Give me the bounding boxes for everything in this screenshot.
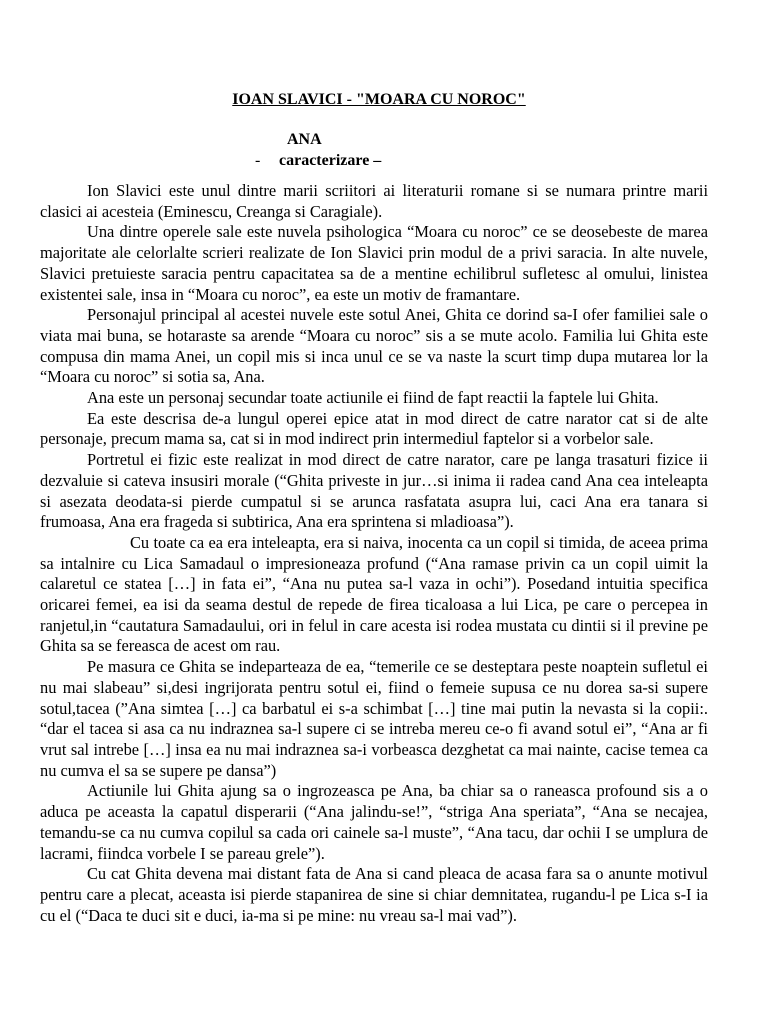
paragraph: Cu cat Ghita devena mai distant fata de Ana si cand pleaca de acasa fara sa o anunte motivul pentru care a plecat, aceasta isi pierde stapanirea de sine si chiar demnitatea, rugandu-l pe Lica s-I ia cu el (“Daca te duci sit e duci, ia-ma si pe mine: nu vreau sa-l mai vad”). (40, 864, 708, 925)
paragraph: Ion Slavici este unul dintre marii scriitori ai literaturii romane si se numara printre marii clasici ai acesteia (Eminescu, Creanga si Caragiale). (40, 181, 708, 221)
document-body (40, 181, 708, 926)
section-subheading (255, 151, 381, 171)
paragraph: Portretul ei fizic este realizat in mod direct de catre narator, care pe langa trasaturi fizice ii dezvaluie si cateva insusiri morale (“Ghita priveste in jur…si inima ii radea cand Ana cea inteleapta si asezata deodata-si pierde cumpatul si se arunca rasfatata asupra lui, caci Ana era tanara si frumoasa, Ana era frageda si subtirica, Ana era sprintena si mladioasa”). (40, 450, 708, 532)
subheading-text: caracterizare – (279, 152, 382, 169)
section-heading: ANA (287, 131, 322, 148)
subheading-dash: - (255, 152, 261, 169)
paragraph: Personajul principal al acestei nuvele este sotul Anei, Ghita ce dorind sa-I ofer familiei sale o viata mai buna, se hotaraste sa arende “Moara cu noroc” sis a se mute acolo. Familia lui Ghita este compusa din mama Anei, un copil mis si inca unul ce se va naste la scurt timp dupa mutarea lor la “Moara cu noroc” si sotia sa, Ana. (40, 305, 708, 387)
paragraph: Pe masura ce Ghita se indeparteaza de ea, “temerile ce se desteptara peste noaptein sufletul ei nu mai slabeau” si,desi ingrijorata pentru sotul ei, fiind o femeie supusa ce nu dorea sa-si supere sotul,tacea (”Ana simtea […] ca barbatul ei s-a schimbat […] tine mai putin la nevasta si la copii:. “dar el tacea si asa ca nu indraznea sa-l supere ci se intreba mereu ce-o fi avand sotul ei”, “Ana ar fi vrut sal intrebe […] insa ea nu mai indraznea sa-i vorbeasca dezghetat ca mai nainte, cacise temea ca nu cumva el sa se supere pe dansa”) (40, 657, 708, 780)
document-title: IOAN SLAVICI - "MOARA CU NOROC" (232, 91, 526, 108)
paragraph: Cu toate ca ea era inteleapta, era si naiva, inocenta ca un copil si timida, de aceea prima sa intalnire cu Lica Samadaul o impresioneaza profund (“Ana ramase privin ca un copil uimit la calaretul ce statea […] in fata ei”, “Ana nu putea sa-l vaza in ochi”). Posedand intuitia specifica oricarei femei, ea isi da seama destul de repede de firea ticaloasa a lui Lica, pe care o percepea in ranjetul,in “cautatura Samadaului, ori in felul in care acesta isi rodea mustata cu dintii si il previne pe Ghita sa se fereasca de acest om rau. (40, 532, 708, 656)
paragraph: Ana este un personaj secundar toate actiunile ei fiind de fapt reactii la faptele lui Ghita. (87, 388, 659, 408)
paragraph: Actiunile lui Ghita ajung sa o ingrozeasca pe Ana, ba chiar sa o raneasca profound sis a o aduca pe aceasta la capatul disperarii (“Ana jalindu-se!”, “striga Ana speriata”, “Ana se necajea, temandu-se ca nu cumva copilul sa cada ori cainele sa-l muste”, “Ana tacu, dar ochii I se umplura de lacrami, fiindca vorbele I se pareau grele”). (40, 781, 708, 863)
paragraph: Una dintre operele sale este nuvela psihologica “Moara cu noroc” ce se deosebeste de marea majoritate ale celorlalte scrieri realizate de Ion Slavici prin modul de a privi saracia. In alte nuvele, Slavici pretuieste saracia pentru capacitatea sa de a mentine echilibrul sufletesc al omului, linistea existentei sale, insa in “Moara cu noroc”, ea este un motiv de framantare. (40, 222, 708, 304)
paragraph: Ea este descrisa de-a lungul operei epice atat in mod direct de catre narator cat si de alte personaje, precum mama sa, cat si in mod indirect prin intermediul faptelor si a vorbelor sale. (40, 408, 708, 449)
